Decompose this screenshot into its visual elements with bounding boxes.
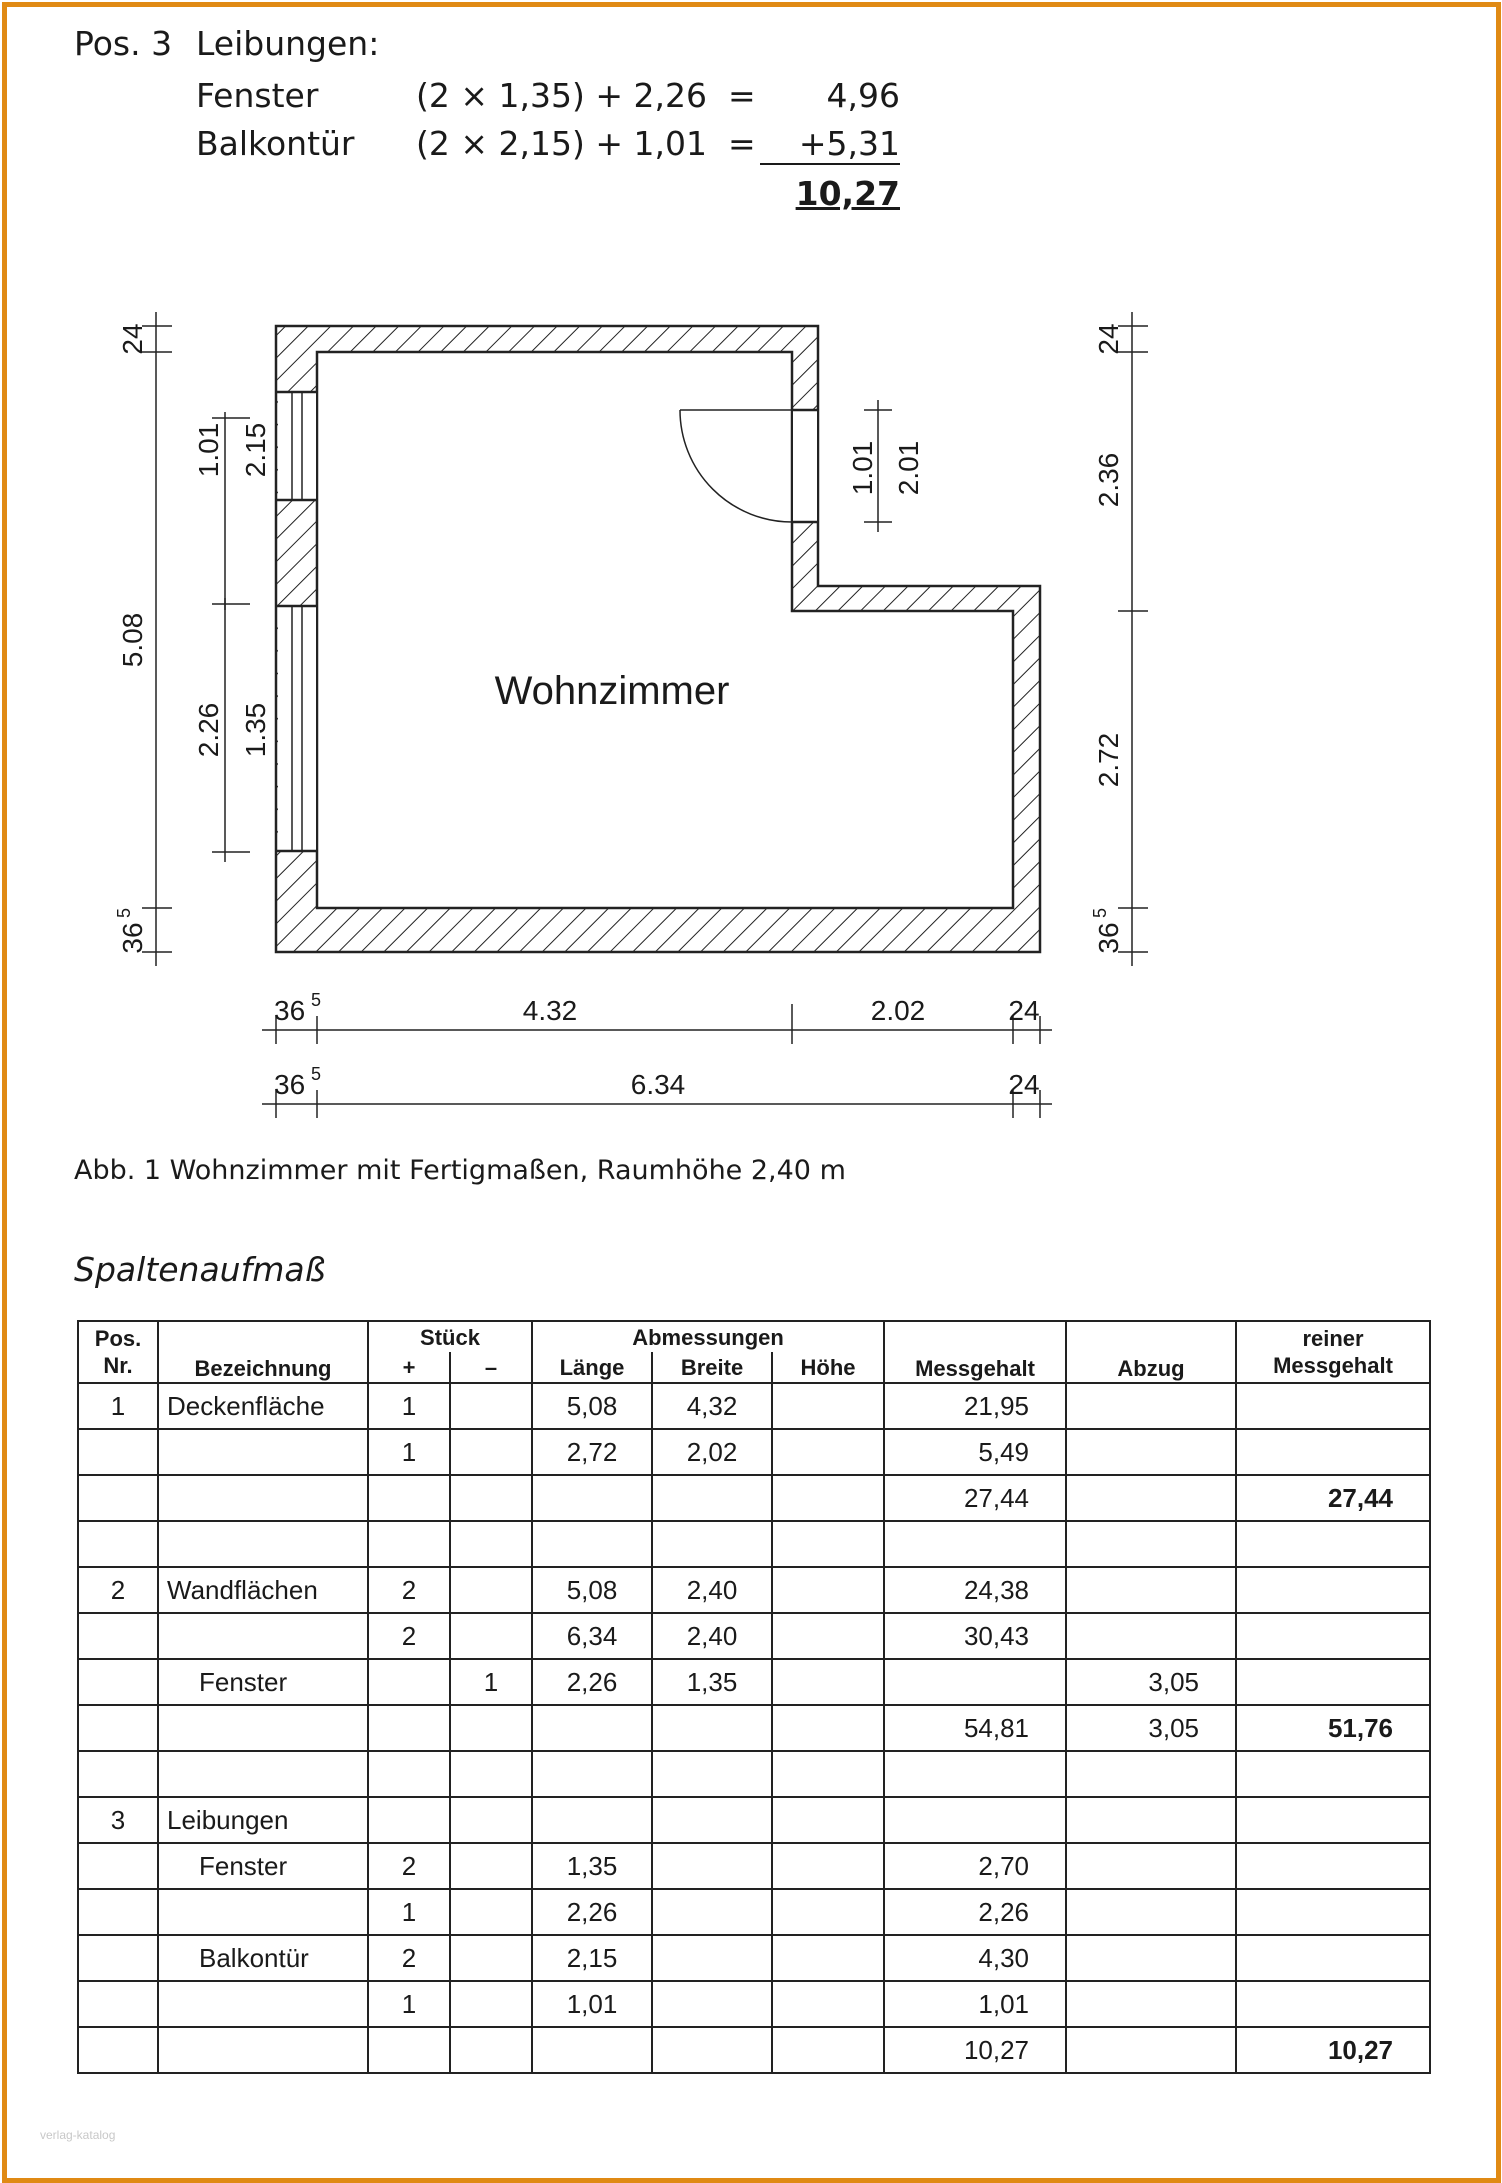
cell-rm: 27,44 xyxy=(1236,1475,1430,1521)
dim-bottom1-a: 4.32 xyxy=(522,995,578,1026)
cell-pos: 2 xyxy=(78,1567,158,1613)
header-abmessungen: Abmessungen xyxy=(532,1321,884,1352)
cell-pos xyxy=(78,1613,158,1659)
dim-right-bottom-wall-value: 36 xyxy=(1093,922,1124,954)
cell-plus xyxy=(368,1751,450,1797)
cell-h xyxy=(772,1797,884,1843)
dim-bottom1-wall-right: 24 xyxy=(1008,995,1040,1026)
left-dimension-lines xyxy=(142,312,250,966)
dim-right-lower: 2.72 xyxy=(1093,732,1124,788)
dim-left-top-wall: 24 xyxy=(117,323,148,355)
cell-h xyxy=(772,1567,884,1613)
cell-l xyxy=(532,1475,652,1521)
cell-h xyxy=(772,1889,884,1935)
cell-bez: Fenster xyxy=(158,1843,368,1889)
header-bezeichnung: Bezeichnung xyxy=(158,1321,368,1383)
cell-minus xyxy=(450,1383,532,1429)
cell-pos xyxy=(78,1889,158,1935)
dim-left-balcony-door: 1.01 xyxy=(193,422,224,478)
cell-b xyxy=(652,2027,772,2073)
header-pos xyxy=(78,1321,158,1383)
table-body xyxy=(78,1383,1430,2073)
cell-mg: 27,44 xyxy=(884,1475,1066,1521)
cell-b xyxy=(652,1843,772,1889)
calc-row-formula: (2 × 2,15) + 1,01 xyxy=(416,124,707,163)
dim-left-bottom-wall xyxy=(114,908,148,954)
cell-l: 5,08 xyxy=(532,1567,652,1613)
cell-pos xyxy=(78,1659,158,1705)
cell-mg: 10,27 xyxy=(884,2027,1066,2073)
cell-abz xyxy=(1066,1935,1236,1981)
cell-mg xyxy=(884,1751,1066,1797)
cell-pos xyxy=(78,1751,158,1797)
cell-l xyxy=(532,1705,652,1751)
cell-rm xyxy=(1236,1981,1430,2027)
cell-h xyxy=(772,1843,884,1889)
table-row xyxy=(78,1383,1430,1429)
cell-plus xyxy=(368,1705,450,1751)
cell-minus xyxy=(450,1613,532,1659)
cell-mg: 54,81 xyxy=(884,1705,1066,1751)
cell-l xyxy=(532,2027,652,2073)
table-row xyxy=(78,1797,1430,1843)
dim-left-window: 1.35 xyxy=(240,702,271,758)
cell-mg: 30,43 xyxy=(884,1613,1066,1659)
cell-b: 1,35 xyxy=(652,1659,772,1705)
cell-plus: 1 xyxy=(368,1429,450,1475)
cell-rm xyxy=(1236,1843,1430,1889)
cell-rm: 10,27 xyxy=(1236,2027,1430,2073)
cell-minus xyxy=(450,1981,532,2027)
cell-rm xyxy=(1236,1429,1430,1475)
cell-l: 2,72 xyxy=(532,1429,652,1475)
cell-h xyxy=(772,1659,884,1705)
cell-minus xyxy=(450,1843,532,1889)
header-reiner-label: reiner xyxy=(1302,1326,1364,1351)
cell-minus: 1 xyxy=(450,1659,532,1705)
cell-plus xyxy=(368,1797,450,1843)
cell-mg: 2,70 xyxy=(884,1843,1066,1889)
cell-bez: Deckenfläche xyxy=(158,1383,368,1429)
dim-bottom2-wall-right: 24 xyxy=(1008,1069,1040,1100)
cell-h xyxy=(772,1935,884,1981)
cell-h xyxy=(772,1429,884,1475)
cell-bez: Fenster xyxy=(158,1659,368,1705)
cell-mg: 4,30 xyxy=(884,1935,1066,1981)
dim-bottom2-wall-left: 36 xyxy=(274,1069,306,1100)
cell-mg xyxy=(884,1797,1066,1843)
dim-right-top-wall: 24 xyxy=(1093,323,1124,355)
cell-mg: 2,26 xyxy=(884,1889,1066,1935)
cell-h xyxy=(772,1751,884,1797)
dim-bottom1-wall-left-sup: 5 xyxy=(311,990,322,1010)
cell-minus xyxy=(450,1751,532,1797)
cell-l xyxy=(532,1521,652,1567)
dim-right-bottom-wall-sup: 5 xyxy=(1090,907,1110,918)
cell-pos xyxy=(78,2027,158,2073)
cell-h xyxy=(772,1475,884,1521)
cell-pos xyxy=(78,1935,158,1981)
aufmass-table xyxy=(77,1320,1431,2074)
cell-bez xyxy=(158,1889,368,1935)
cell-bez xyxy=(158,1751,368,1797)
table-row xyxy=(78,1429,1430,1475)
dim-bottom1-b: 2.02 xyxy=(870,995,926,1026)
cell-bez xyxy=(158,1521,368,1567)
cell-abz xyxy=(1066,1843,1236,1889)
cell-l xyxy=(532,1797,652,1843)
table-row xyxy=(78,1751,1430,1797)
cell-plus: 1 xyxy=(368,1383,450,1429)
cell-h xyxy=(772,1705,884,1751)
walls xyxy=(276,326,1040,952)
cell-b xyxy=(652,1705,772,1751)
calc-row-eq: = xyxy=(728,76,756,115)
cell-plus: 2 xyxy=(368,1843,450,1889)
cell-abz xyxy=(1066,1751,1236,1797)
cell-bez xyxy=(158,1981,368,2027)
cell-abz xyxy=(1066,1383,1236,1429)
cell-b xyxy=(652,1935,772,1981)
cell-rm xyxy=(1236,1797,1430,1843)
cell-bez: Wandflächen xyxy=(158,1567,368,1613)
cell-b xyxy=(652,1981,772,2027)
header-messgehalt: Messgehalt xyxy=(884,1321,1066,1383)
cell-rm xyxy=(1236,1613,1430,1659)
table-row xyxy=(78,1889,1430,1935)
cell-minus xyxy=(450,1797,532,1843)
cell-pos xyxy=(78,1981,158,2027)
cell-pos xyxy=(78,1429,158,1475)
cell-b: 4,32 xyxy=(652,1383,772,1429)
cell-plus: 2 xyxy=(368,1613,450,1659)
cell-minus xyxy=(450,1889,532,1935)
right-dimension-lines xyxy=(1118,312,1148,966)
header-plus: + xyxy=(368,1352,450,1383)
calc-row-formula: (2 × 1,35) + 2,26 xyxy=(416,76,707,115)
cell-mg: 24,38 xyxy=(884,1567,1066,1613)
cell-b: 2,40 xyxy=(652,1613,772,1659)
cell-plus xyxy=(368,2027,450,2073)
cell-pos: 1 xyxy=(78,1383,158,1429)
table-row xyxy=(78,1613,1430,1659)
dim-right-upper: 2.36 xyxy=(1093,452,1124,508)
table-row xyxy=(78,1659,1430,1705)
header-laenge: Länge xyxy=(532,1352,652,1383)
cell-b xyxy=(652,1751,772,1797)
calc-row-result: +5,31 xyxy=(760,124,900,165)
cell-minus xyxy=(450,1935,532,1981)
header-stueck: Stück xyxy=(368,1321,532,1352)
cell-l xyxy=(532,1751,652,1797)
cell-plus: 1 xyxy=(368,1889,450,1935)
cell-pos xyxy=(78,1475,158,1521)
calc-block xyxy=(0,0,1000,230)
cell-l: 2,26 xyxy=(532,1889,652,1935)
pos-label: Pos. 3 xyxy=(74,24,173,63)
cell-l: 5,08 xyxy=(532,1383,652,1429)
cell-bez xyxy=(158,1613,368,1659)
cell-rm xyxy=(1236,1659,1430,1705)
cell-bez xyxy=(158,1429,368,1475)
dim-right-bottom-wall xyxy=(1090,908,1124,954)
room-label: Wohnzimmer xyxy=(494,669,730,713)
cell-abz xyxy=(1066,1889,1236,1935)
dim-door-opening: 2.01 xyxy=(893,440,924,496)
cell-mg: 5,49 xyxy=(884,1429,1066,1475)
cell-mg xyxy=(884,1521,1066,1567)
cell-bez xyxy=(158,1475,368,1521)
cell-l: 6,34 xyxy=(532,1613,652,1659)
dim-left-total: 5.08 xyxy=(117,612,148,668)
cell-pos xyxy=(78,1521,158,1567)
cell-abz: 3,05 xyxy=(1066,1659,1236,1705)
dim-bottom2-total: 6.34 xyxy=(630,1069,686,1100)
cell-h xyxy=(772,1521,884,1567)
dim-left-window-opening: 2.26 xyxy=(193,702,224,758)
cell-b: 2,02 xyxy=(652,1429,772,1475)
header-pos-label: Pos. xyxy=(94,1326,142,1351)
cell-bez: Leibungen xyxy=(158,1797,368,1843)
table-row xyxy=(78,1475,1430,1521)
cell-abz xyxy=(1066,1567,1236,1613)
bottom-dimension-lines xyxy=(262,1004,1052,1118)
table-row xyxy=(78,1567,1430,1613)
cell-pos xyxy=(78,1705,158,1751)
cell-plus: 2 xyxy=(368,1935,450,1981)
figure-caption: Abb. 1 Wohnzimmer mit Fertigmaßen, Raumhöhe 2,40 m xyxy=(74,1155,846,1186)
header-reiner-label2: Messgehalt xyxy=(1273,1353,1393,1378)
cell-l: 1,35 xyxy=(532,1843,652,1889)
cell-b xyxy=(652,1475,772,1521)
calc-title: Leibungen: xyxy=(196,24,380,63)
watermark: verlag-katalog xyxy=(40,2128,116,2142)
cell-plus: 2 xyxy=(368,1567,450,1613)
header-nr-label: Nr. xyxy=(103,1353,133,1378)
cell-bez: Balkontür xyxy=(158,1935,368,1981)
header-reiner-messgehalt xyxy=(1236,1321,1430,1383)
cell-plus: 1 xyxy=(368,1981,450,2027)
cell-b: 2,40 xyxy=(652,1567,772,1613)
cell-minus xyxy=(450,1429,532,1475)
table-row xyxy=(78,2027,1430,2073)
section-title: Spaltenaufmaß xyxy=(74,1250,326,1289)
table-row xyxy=(78,1521,1430,1567)
cell-minus xyxy=(450,1705,532,1751)
cell-rm xyxy=(1236,1889,1430,1935)
dim-left-bottom-wall-sup: 5 xyxy=(114,907,134,918)
table-row xyxy=(78,1843,1430,1889)
cell-minus xyxy=(450,1475,532,1521)
cell-b xyxy=(652,1797,772,1843)
calc-row-eq: = xyxy=(728,124,756,163)
cell-h xyxy=(772,1383,884,1429)
cell-bez xyxy=(158,2027,368,2073)
calc-row-name: Balkontür xyxy=(196,124,355,163)
cell-abz xyxy=(1066,1429,1236,1475)
cell-plus xyxy=(368,1659,450,1705)
dim-left-balcony-opening: 2.15 xyxy=(240,422,271,478)
cell-abz: 3,05 xyxy=(1066,1705,1236,1751)
cell-pos xyxy=(78,1843,158,1889)
table-header xyxy=(78,1321,1430,1383)
cell-h xyxy=(772,1981,884,2027)
cell-l: 2,15 xyxy=(532,1935,652,1981)
cell-minus xyxy=(450,2027,532,2073)
table-row xyxy=(78,1935,1430,1981)
cell-abz xyxy=(1066,1475,1236,1521)
cell-plus xyxy=(368,1475,450,1521)
cell-bez xyxy=(158,1705,368,1751)
cell-abz xyxy=(1066,2027,1236,2073)
calc-row-result: 4,96 xyxy=(826,76,900,115)
header-abzug: Abzug xyxy=(1066,1321,1236,1383)
cell-abz xyxy=(1066,1613,1236,1659)
header-minus: – xyxy=(450,1352,532,1383)
cell-minus xyxy=(450,1567,532,1613)
calc-total: 10,27 xyxy=(795,174,900,213)
cell-pos: 3 xyxy=(78,1797,158,1843)
cell-b xyxy=(652,1521,772,1567)
cell-mg: 21,95 xyxy=(884,1383,1066,1429)
cell-minus xyxy=(450,1521,532,1567)
cell-rm xyxy=(1236,1567,1430,1613)
cell-rm: 51,76 xyxy=(1236,1705,1430,1751)
cell-mg: 1,01 xyxy=(884,1981,1066,2027)
table-row xyxy=(78,1981,1430,2027)
header-hoehe: Höhe xyxy=(772,1352,884,1383)
cell-abz xyxy=(1066,1521,1236,1567)
calc-row-name: Fenster xyxy=(196,76,319,115)
cell-h xyxy=(772,1613,884,1659)
cell-rm xyxy=(1236,1383,1430,1429)
cell-rm xyxy=(1236,1751,1430,1797)
header-breite: Breite xyxy=(652,1352,772,1383)
cell-b xyxy=(652,1889,772,1935)
floor-plan xyxy=(0,290,1502,1150)
cell-rm xyxy=(1236,1935,1430,1981)
dim-left-bottom-wall-value: 36 xyxy=(117,922,148,954)
table-row xyxy=(78,1705,1430,1751)
cell-abz xyxy=(1066,1981,1236,2027)
cell-l: 1,01 xyxy=(532,1981,652,2027)
cell-plus xyxy=(368,1521,450,1567)
cell-abz xyxy=(1066,1797,1236,1843)
cell-mg xyxy=(884,1659,1066,1705)
cell-l: 2,26 xyxy=(532,1659,652,1705)
dim-bottom2-wall-left-sup: 5 xyxy=(311,1064,322,1084)
cell-h xyxy=(772,2027,884,2073)
cell-rm xyxy=(1236,1521,1430,1567)
dim-bottom1-wall-left: 36 xyxy=(274,995,306,1026)
dim-door-width: 1.01 xyxy=(847,440,878,496)
